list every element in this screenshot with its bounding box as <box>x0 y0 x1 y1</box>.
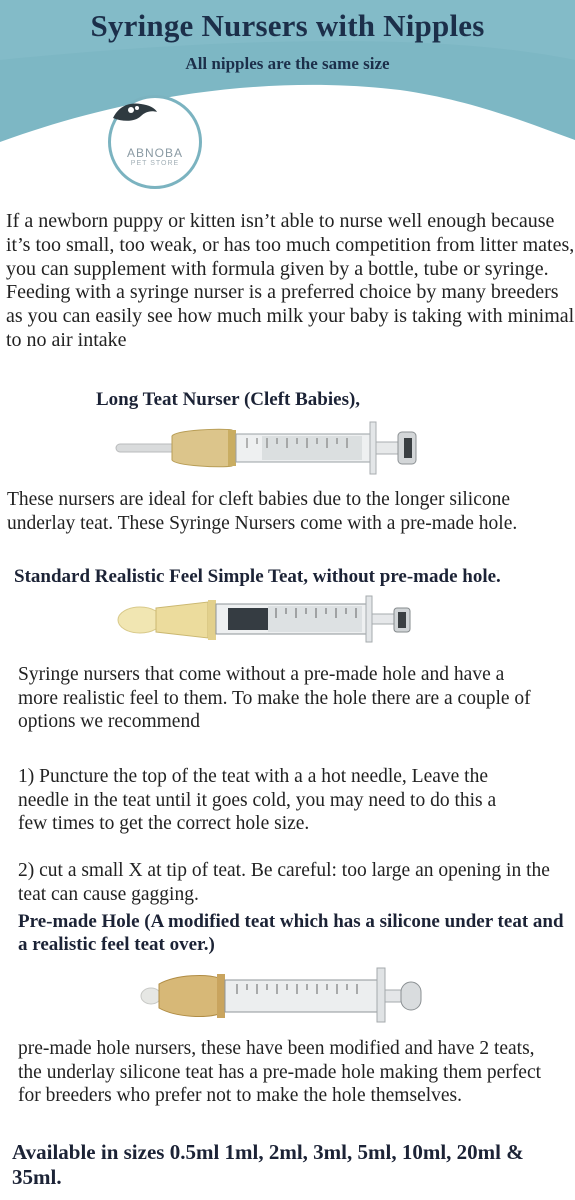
page-subtitle: All nipples are the same size <box>185 54 390 73</box>
available-sizes: Available in sizes 0.5ml 1ml, 2ml, 3ml, 5ml, 10ml, 20ml & 35ml. <box>12 1140 524 1189</box>
section1-body: These nursers are ideal for cleft babies due to the longer silicone underlay teat. These Syringe Nursers come with a pre-made hole. <box>7 489 518 534</box>
logo-name: ABNOBA <box>126 146 183 160</box>
standard-teat-syringe-image <box>116 592 416 648</box>
section3-heading: Pre-made Hole (A modified teat which has a silicone under teat and a realistic feel teat over.) <box>18 911 564 955</box>
section2-body: Syringe nursers that come without a pre-made hole and have a more realistic feel to them. To make the hole there are a couple of options we recommend <box>18 664 531 732</box>
hand-paw-icon <box>111 98 159 124</box>
page-title: Syringe Nursers with Nipples <box>90 8 485 43</box>
section1-heading: Long Teat Nurser (Cleft Babies), <box>96 389 361 410</box>
section3-body: pre-made hole nursers, these have been modified and have 2 teats, the underlay silicone teat has a pre-made hole making them perfect for breeders who prefer not to make the hole themselves. <box>18 1038 542 1106</box>
section2-option2: 2) cut a small X at tip of teat. Be careful: too large an opening in the teat can cause gagging. <box>18 860 550 905</box>
logo-subtitle: PET STORE <box>130 160 180 167</box>
section2-option1: 1) Puncture the top of the teat with a a hot needle, Leave the needle in the teat until it goes cold, you may need to do this a few times to get the correct hole size. <box>18 766 497 834</box>
section2-heading: Standard Realistic Feel Simple Teat, without pre-made hole. <box>14 566 501 587</box>
premade-hole-syringe-image <box>137 964 427 1026</box>
store-logo <box>108 95 202 189</box>
long-teat-syringe-image <box>112 414 422 482</box>
header-banner <box>0 0 575 200</box>
intro-paragraph: If a newborn puppy or kitten isn’t able to nurse well enough because it’s too small, too weak, or has too much competition from litter mates, you can supplement with formula given by a bottle, tube or syringe. Feeding with a syringe nurser is a preferred choice by many breeders as you can easily see how much milk your baby is taking with minimal to no air intake <box>6 210 575 351</box>
